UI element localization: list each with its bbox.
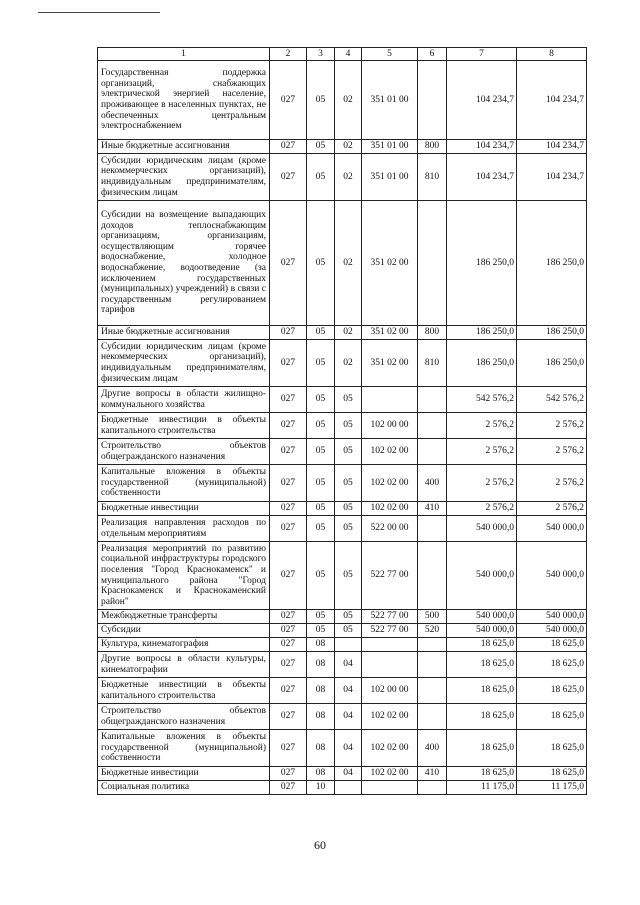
section-code-cell: 08 (307, 704, 335, 730)
section-code-cell: 08 (307, 638, 335, 652)
amount-cell: 104 234,7 (447, 154, 517, 201)
target-article-cell: 102 02 00 (362, 439, 418, 465)
target-article-cell: 351 02 00 (362, 340, 418, 387)
table-row (98, 781, 587, 795)
target-article-cell: 102 02 00 (362, 730, 418, 767)
section-code-cell: 05 (307, 326, 335, 340)
amount-cell: 18 625,0 (517, 730, 587, 767)
target-article-cell: 102 02 00 (362, 465, 418, 502)
header-cell: 7 (447, 48, 517, 61)
amount-cell: 18 625,0 (447, 678, 517, 704)
target-article-cell (362, 387, 418, 413)
table-row (98, 638, 587, 652)
table-row (98, 387, 587, 413)
expense-type-cell: 810 (418, 340, 447, 387)
subsection-code-cell: 05 (335, 516, 362, 542)
amount-cell: 540 000,0 (517, 542, 587, 610)
subsection-code-cell: 04 (335, 678, 362, 704)
ved-code-cell: 027 (270, 730, 307, 767)
subsection-code-cell (335, 781, 362, 795)
expense-type-cell (418, 652, 447, 678)
ved-code-cell: 027 (270, 340, 307, 387)
table-row (98, 678, 587, 704)
section-code-cell: 05 (307, 516, 335, 542)
subsection-code-cell: 05 (335, 387, 362, 413)
subsection-code-cell (335, 638, 362, 652)
row-name-cell: Субсидии юридическим лицам (кроме некоммерческих организаций), индивидуальным предпринимателям, физическим лицам (98, 154, 270, 201)
subsection-code-cell: 02 (335, 154, 362, 201)
target-article-cell: 102 00 00 (362, 678, 418, 704)
amount-cell: 2 576,2 (517, 439, 587, 465)
ved-code-cell: 027 (270, 439, 307, 465)
table-row (98, 201, 587, 326)
row-name-cell: Межбюджетные трансферты (98, 610, 270, 624)
amount-cell: 104 234,7 (517, 140, 587, 154)
table-row (98, 413, 587, 439)
table-row (98, 767, 587, 781)
expense-type-cell: 500 (418, 610, 447, 624)
amount-cell: 18 625,0 (447, 652, 517, 678)
expense-type-cell (418, 439, 447, 465)
header-rule (38, 12, 160, 13)
section-code-cell: 05 (307, 140, 335, 154)
subsection-code-cell: 05 (335, 542, 362, 610)
target-article-cell: 351 01 00 (362, 61, 418, 140)
amount-cell: 2 576,2 (517, 465, 587, 502)
subsection-code-cell: 05 (335, 610, 362, 624)
target-article-cell: 522 77 00 (362, 624, 418, 638)
amount-cell: 104 234,7 (447, 140, 517, 154)
section-code-cell: 05 (307, 502, 335, 516)
amount-cell: 18 625,0 (447, 767, 517, 781)
table-row (98, 340, 587, 387)
table-row (98, 610, 587, 624)
expense-type-cell (418, 387, 447, 413)
target-article-cell: 351 01 00 (362, 154, 418, 201)
row-name-cell: Иные бюджетные ассигнования (98, 326, 270, 340)
amount-cell: 540 000,0 (517, 610, 587, 624)
subsection-code-cell: 02 (335, 201, 362, 326)
amount-cell: 2 576,2 (447, 413, 517, 439)
row-name-cell: Капитальные вложения в объекты государственной (муниципальной) собственности (98, 730, 270, 767)
section-code-cell: 08 (307, 730, 335, 767)
target-article-cell: 102 00 00 (362, 413, 418, 439)
table-row (98, 516, 587, 542)
ved-code-cell: 027 (270, 767, 307, 781)
row-name-cell: Государственная поддержка организаций, снабжающих электрической энергией население, проживающее в населенных пунктах, не обеспеченных центральным электроснабжением (98, 61, 270, 140)
expense-type-cell (418, 542, 447, 610)
amount-cell: 186 250,0 (517, 326, 587, 340)
subsection-code-cell: 05 (335, 502, 362, 516)
table-row (98, 61, 587, 140)
ved-code-cell: 027 (270, 413, 307, 439)
target-article-cell: 351 01 00 (362, 140, 418, 154)
ved-code-cell: 027 (270, 516, 307, 542)
page-number: 60 (314, 838, 326, 852)
row-name-cell: Другие вопросы в области культуры, кинематографии (98, 652, 270, 678)
target-article-cell (362, 652, 418, 678)
subsection-code-cell: 04 (335, 730, 362, 767)
row-name-cell: Бюджетные инвестиции в объекты капитального строительства (98, 413, 270, 439)
target-article-cell: 351 02 00 (362, 201, 418, 326)
amount-cell: 542 576,2 (517, 387, 587, 413)
target-article-cell: 522 77 00 (362, 542, 418, 610)
subsection-code-cell: 05 (335, 465, 362, 502)
table-row (98, 465, 587, 502)
amount-cell: 186 250,0 (517, 340, 587, 387)
amount-cell: 11 175,0 (517, 781, 587, 795)
subsection-code-cell: 05 (335, 413, 362, 439)
expense-type-cell (418, 201, 447, 326)
subsection-code-cell: 02 (335, 140, 362, 154)
ved-code-cell: 027 (270, 140, 307, 154)
table-row (98, 730, 587, 767)
row-name-cell: Культура, кинематография (98, 638, 270, 652)
table-row (98, 542, 587, 610)
expense-type-cell (418, 61, 447, 140)
amount-cell: 542 576,2 (447, 387, 517, 413)
section-code-cell: 05 (307, 413, 335, 439)
expense-type-cell (418, 704, 447, 730)
expense-type-cell (418, 678, 447, 704)
section-code-cell: 05 (307, 465, 335, 502)
amount-cell: 2 576,2 (517, 502, 587, 516)
amount-cell: 18 625,0 (447, 730, 517, 767)
expense-type-cell: 810 (418, 154, 447, 201)
subsection-code-cell: 02 (335, 340, 362, 387)
amount-cell: 540 000,0 (517, 624, 587, 638)
header-row (98, 48, 587, 61)
section-code-cell: 08 (307, 652, 335, 678)
section-code-cell: 05 (307, 542, 335, 610)
amount-cell: 540 000,0 (517, 516, 587, 542)
table-row (98, 154, 587, 201)
row-name-cell: Бюджетные инвестиции (98, 767, 270, 781)
subsection-code-cell: 04 (335, 704, 362, 730)
amount-cell: 186 250,0 (447, 340, 517, 387)
subsection-code-cell: 04 (335, 767, 362, 781)
amount-cell: 2 576,2 (517, 413, 587, 439)
subsection-code-cell: 02 (335, 61, 362, 140)
ved-code-cell: 027 (270, 652, 307, 678)
ved-code-cell: 027 (270, 678, 307, 704)
section-code-cell: 05 (307, 201, 335, 326)
section-code-cell: 08 (307, 678, 335, 704)
amount-cell: 186 250,0 (447, 201, 517, 326)
table-row (98, 624, 587, 638)
expense-type-cell (418, 413, 447, 439)
amount-cell: 104 234,7 (517, 61, 587, 140)
section-code-cell: 05 (307, 439, 335, 465)
target-article-cell: 351 02 00 (362, 326, 418, 340)
table-row (98, 502, 587, 516)
amount-cell: 18 625,0 (517, 704, 587, 730)
row-name-cell: Реализация мероприятий по развитию социальной инфраструктуры городского поселения "Город Краснокаменск" и муниципального района "Город Краснокаменск и Краснокаменский район" (98, 542, 270, 610)
row-name-cell: Другие вопросы в области жилищно-коммунального хозяйства (98, 387, 270, 413)
table-row (98, 439, 587, 465)
section-code-cell: 05 (307, 154, 335, 201)
header-cell: 1 (98, 48, 270, 61)
section-code-cell: 10 (307, 781, 335, 795)
amount-cell: 186 250,0 (517, 201, 587, 326)
ved-code-cell: 027 (270, 387, 307, 413)
expense-type-cell: 400 (418, 730, 447, 767)
subsection-code-cell: 02 (335, 326, 362, 340)
ved-code-cell: 027 (270, 326, 307, 340)
amount-cell: 18 625,0 (517, 638, 587, 652)
ved-code-cell: 027 (270, 201, 307, 326)
amount-cell: 186 250,0 (447, 326, 517, 340)
expense-type-cell (418, 781, 447, 795)
amount-cell: 18 625,0 (517, 767, 587, 781)
amount-cell: 18 625,0 (517, 678, 587, 704)
amount-cell: 2 576,2 (447, 439, 517, 465)
target-article-cell: 102 02 00 (362, 767, 418, 781)
target-article-cell: 522 00 00 (362, 516, 418, 542)
amount-cell: 540 000,0 (447, 516, 517, 542)
target-article-cell (362, 781, 418, 795)
row-name-cell: Капитальные вложения в объекты государственной (муниципальной) собственности (98, 465, 270, 502)
target-article-cell: 102 02 00 (362, 502, 418, 516)
row-name-cell: Строительство объектов общегражданского назначения (98, 704, 270, 730)
expense-type-cell (418, 638, 447, 652)
section-code-cell: 08 (307, 767, 335, 781)
table-row (98, 326, 587, 340)
expense-type-cell: 800 (418, 140, 447, 154)
section-code-cell: 05 (307, 340, 335, 387)
section-code-cell: 05 (307, 610, 335, 624)
row-name-cell: Социальная политика (98, 781, 270, 795)
ved-code-cell: 027 (270, 502, 307, 516)
row-name-cell: Субсидии на возмещение выпадающих доходов теплоснабжающим организациям, организациям, осуществляющим горячее водоснабжение, холодное водоснабжение, водоотведение (за исключением государственных (муниципальных) учреждений) в связи с государственным регулированием тарифов (98, 201, 270, 326)
table-row (98, 140, 587, 154)
table-row (98, 652, 587, 678)
amount-cell: 540 000,0 (447, 610, 517, 624)
subsection-code-cell: 04 (335, 652, 362, 678)
expense-type-cell: 410 (418, 767, 447, 781)
ved-code-cell: 027 (270, 542, 307, 610)
subsection-code-cell: 05 (335, 624, 362, 638)
row-name-cell: Реализация направления расходов по отдельным мероприятиям (98, 516, 270, 542)
ved-code-cell: 027 (270, 704, 307, 730)
target-article-cell: 102 02 00 (362, 704, 418, 730)
target-article-cell (362, 638, 418, 652)
amount-cell: 18 625,0 (447, 704, 517, 730)
row-name-cell: Субсидии (98, 624, 270, 638)
expense-type-cell: 410 (418, 502, 447, 516)
header-cell: 2 (270, 48, 307, 61)
section-code-cell: 05 (307, 387, 335, 413)
ved-code-cell: 027 (270, 610, 307, 624)
amount-cell: 104 234,7 (447, 61, 517, 140)
budget-table (97, 47, 587, 795)
amount-cell: 18 625,0 (447, 638, 517, 652)
expense-type-cell: 400 (418, 465, 447, 502)
row-name-cell: Бюджетные инвестиции в объекты капитального строительства (98, 678, 270, 704)
ved-code-cell: 027 (270, 154, 307, 201)
amount-cell: 540 000,0 (447, 624, 517, 638)
header-cell: 8 (517, 48, 587, 61)
ved-code-cell: 027 (270, 465, 307, 502)
table-row (98, 704, 587, 730)
ved-code-cell: 027 (270, 781, 307, 795)
header-cell: 5 (362, 48, 418, 61)
ved-code-cell: 027 (270, 61, 307, 140)
amount-cell: 104 234,7 (517, 154, 587, 201)
amount-cell: 2 576,2 (447, 502, 517, 516)
section-code-cell: 05 (307, 624, 335, 638)
ved-code-cell: 027 (270, 638, 307, 652)
header-cell: 3 (307, 48, 335, 61)
row-name-cell: Субсидии юридическим лицам (кроме некоммерческих организаций), индивидуальным предпринимателям, физическим лицам (98, 340, 270, 387)
amount-cell: 540 000,0 (447, 542, 517, 610)
expense-type-cell: 520 (418, 624, 447, 638)
target-article-cell: 522 77 00 (362, 610, 418, 624)
amount-cell: 2 576,2 (447, 465, 517, 502)
ved-code-cell: 027 (270, 624, 307, 638)
amount-cell: 11 175,0 (447, 781, 517, 795)
subsection-code-cell: 05 (335, 439, 362, 465)
row-name-cell: Строительство объектов общегражданского назначения (98, 439, 270, 465)
header-cell: 6 (418, 48, 447, 61)
row-name-cell: Бюджетные инвестиции (98, 502, 270, 516)
row-name-cell: Иные бюджетные ассигнования (98, 140, 270, 154)
expense-type-cell: 800 (418, 326, 447, 340)
section-code-cell: 05 (307, 61, 335, 140)
amount-cell: 18 625,0 (517, 652, 587, 678)
expense-type-cell (418, 516, 447, 542)
header-cell: 4 (335, 48, 362, 61)
